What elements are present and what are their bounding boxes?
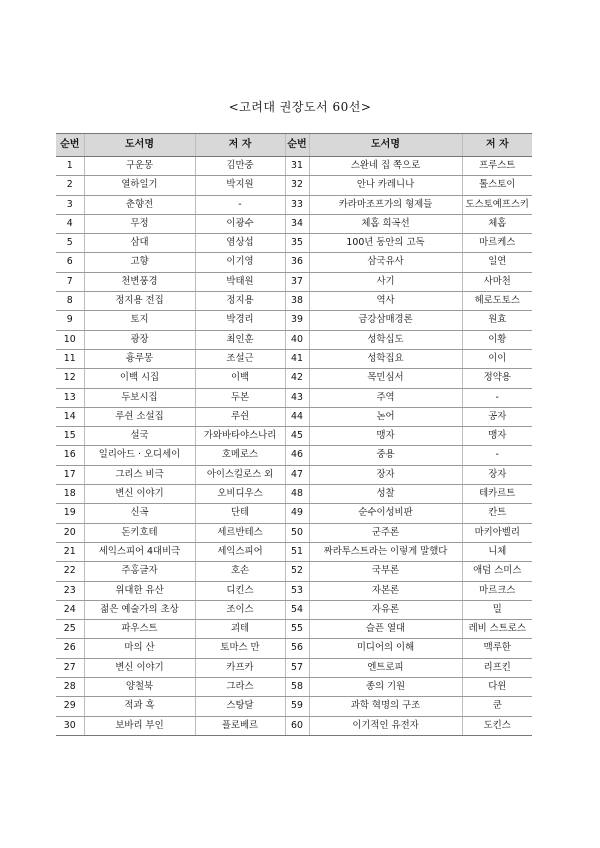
cell-author-right: 일연 [462, 253, 532, 272]
cell-title-right: 짜라투스트라는 이렇게 말했다 [309, 542, 462, 561]
cell-author-left: 루쉰 [195, 407, 285, 426]
cell-title-left: 양철북 [84, 678, 195, 697]
cell-title-right: 성학집요 [309, 349, 462, 368]
table-row [56, 620, 532, 639]
cell-number-left: 29 [56, 697, 84, 716]
cell-title-left: 적과 흑 [84, 697, 195, 716]
cell-number-left: 22 [56, 562, 84, 581]
table-row [56, 678, 532, 697]
cell-number-right: 43 [285, 388, 309, 407]
table-row [56, 600, 532, 619]
cell-title-right: 국부론 [309, 562, 462, 581]
cell-number-left: 9 [56, 311, 84, 330]
cell-title-left: 토지 [84, 311, 195, 330]
cell-title-right: 삼국유사 [309, 253, 462, 272]
cell-author-right: 사마천 [462, 272, 532, 291]
cell-title-left: 신곡 [84, 504, 195, 523]
cell-title-right: 장자 [309, 465, 462, 484]
cell-author-left: 아이스킬로스 외 [195, 465, 285, 484]
cell-number-right: 38 [285, 292, 309, 311]
cell-title-left: 위대한 유산 [84, 581, 195, 600]
cell-title-right: 슬픈 열대 [309, 620, 462, 639]
cell-title-left: 주홍글자 [84, 562, 195, 581]
cell-author-right: 애덤 스미스 [462, 562, 532, 581]
cell-author-right: 도킨스 [462, 716, 532, 735]
cell-title-right: 중용 [309, 446, 462, 465]
cell-number-left: 3 [56, 195, 84, 214]
cell-title-right: 종의 기원 [309, 678, 462, 697]
table-row [56, 388, 532, 407]
table-row [56, 157, 532, 176]
cell-author-right: - [462, 446, 532, 465]
cell-number-right: 31 [285, 157, 309, 176]
table-row [56, 195, 532, 214]
cell-title-left: 춘향전 [84, 195, 195, 214]
cell-number-left: 20 [56, 523, 84, 542]
cell-title-left: 변신 이야기 [84, 658, 195, 677]
cell-title-right: 과학 혁명의 구조 [309, 697, 462, 716]
cell-author-left: 스탕달 [195, 697, 285, 716]
table-row [56, 369, 532, 388]
cell-author-left: 박태원 [195, 272, 285, 291]
cell-number-right: 36 [285, 253, 309, 272]
table-row [56, 697, 532, 716]
cell-author-right: 쿤 [462, 697, 532, 716]
cell-number-right: 37 [285, 272, 309, 291]
cell-number-right: 52 [285, 562, 309, 581]
cell-number-right: 32 [285, 176, 309, 195]
cell-title-right: 자본론 [309, 581, 462, 600]
cell-title-right: 이기적인 유전자 [309, 716, 462, 735]
cell-author-right: 정약용 [462, 369, 532, 388]
cell-title-right: 성찰 [309, 485, 462, 504]
table-row [56, 407, 532, 426]
cell-number-left: 19 [56, 504, 84, 523]
table-row [56, 562, 532, 581]
book-list-table [56, 133, 532, 736]
cell-number-left: 17 [56, 465, 84, 484]
cell-number-right: 50 [285, 523, 309, 542]
cell-title-left: 세익스피어 4대비극 [84, 542, 195, 561]
header-number-right: 순번 [285, 134, 309, 157]
table-body [56, 157, 532, 736]
cell-title-left: 정지용 전집 [84, 292, 195, 311]
cell-author-left: 조이스 [195, 600, 285, 619]
cell-title-left: 열하일기 [84, 176, 195, 195]
cell-title-left: 파우스트 [84, 620, 195, 639]
cell-author-left: 호메로스 [195, 446, 285, 465]
cell-number-right: 53 [285, 581, 309, 600]
cell-number-right: 59 [285, 697, 309, 716]
cell-author-left: 카프카 [195, 658, 285, 677]
cell-author-left: 호손 [195, 562, 285, 581]
cell-number-right: 55 [285, 620, 309, 639]
cell-title-left: 고향 [84, 253, 195, 272]
cell-author-left: 조설근 [195, 349, 285, 368]
cell-author-right: 프루스트 [462, 157, 532, 176]
cell-author-left: 정지용 [195, 292, 285, 311]
cell-author-left: 토마스 만 [195, 639, 285, 658]
cell-author-right: 레비 스트로스 [462, 620, 532, 639]
cell-author-right: 도스토예프스키 [462, 195, 532, 214]
cell-title-left: 변신 이야기 [84, 485, 195, 504]
cell-number-left: 12 [56, 369, 84, 388]
table-row [56, 272, 532, 291]
cell-author-right: 마르케스 [462, 234, 532, 253]
cell-title-left: 보바리 부인 [84, 716, 195, 735]
table-row [56, 311, 532, 330]
cell-author-left: 단테 [195, 504, 285, 523]
table-row [56, 542, 532, 561]
cell-number-right: 39 [285, 311, 309, 330]
cell-number-left: 6 [56, 253, 84, 272]
cell-number-right: 54 [285, 600, 309, 619]
cell-author-right: 이이 [462, 349, 532, 368]
cell-title-right: 스완네 집 쪽으로 [309, 157, 462, 176]
cell-title-right: 맹자 [309, 427, 462, 446]
cell-author-left: 최인훈 [195, 330, 285, 349]
table-row [56, 446, 532, 465]
cell-number-left: 8 [56, 292, 84, 311]
cell-author-right: 마르크스 [462, 581, 532, 600]
table-row [56, 214, 532, 233]
header-title-right: 도서명 [309, 134, 462, 157]
cell-title-right: 미디어의 이해 [309, 639, 462, 658]
cell-author-right: 맹자 [462, 427, 532, 446]
cell-number-right: 49 [285, 504, 309, 523]
cell-author-left: 이기영 [195, 253, 285, 272]
table-row [56, 253, 532, 272]
table-row [56, 330, 532, 349]
cell-author-left: 세르반테스 [195, 523, 285, 542]
table-row [56, 292, 532, 311]
cell-title-left: 돈키호테 [84, 523, 195, 542]
cell-author-right: 맥루한 [462, 639, 532, 658]
cell-author-right: - [462, 388, 532, 407]
cell-number-left: 10 [56, 330, 84, 349]
table-row [56, 427, 532, 446]
cell-title-right: 군주론 [309, 523, 462, 542]
cell-number-right: 40 [285, 330, 309, 349]
cell-number-left: 23 [56, 581, 84, 600]
table-row [56, 465, 532, 484]
cell-number-left: 26 [56, 639, 84, 658]
cell-title-right: 금강삼매경론 [309, 311, 462, 330]
cell-author-right: 톨스토이 [462, 176, 532, 195]
cell-title-right: 목민심서 [309, 369, 462, 388]
cell-author-left: 이광수 [195, 214, 285, 233]
header-title-left: 도서명 [84, 134, 195, 157]
cell-title-right: 사기 [309, 272, 462, 291]
cell-number-left: 7 [56, 272, 84, 291]
table-row [56, 523, 532, 542]
table-row [56, 639, 532, 658]
cell-title-left: 일리아드 · 오디세이 [84, 446, 195, 465]
cell-title-right: 순수이성비판 [309, 504, 462, 523]
cell-number-left: 11 [56, 349, 84, 368]
cell-author-left: 이백 [195, 369, 285, 388]
cell-number-left: 16 [56, 446, 84, 465]
cell-number-left: 5 [56, 234, 84, 253]
cell-number-right: 45 [285, 427, 309, 446]
cell-author-left: - [195, 195, 285, 214]
cell-title-right: 안나 카레니나 [309, 176, 462, 195]
cell-number-left: 28 [56, 678, 84, 697]
cell-number-left: 4 [56, 214, 84, 233]
cell-number-left: 21 [56, 542, 84, 561]
cell-title-right: 엔트로피 [309, 658, 462, 677]
cell-number-left: 13 [56, 388, 84, 407]
cell-number-left: 24 [56, 600, 84, 619]
cell-title-left: 젊은 예술가의 초상 [84, 600, 195, 619]
cell-number-left: 27 [56, 658, 84, 677]
cell-author-right: 장자 [462, 465, 532, 484]
cell-number-right: 51 [285, 542, 309, 561]
cell-number-right: 58 [285, 678, 309, 697]
page-title: <고려대 권장도서 60선> [228, 100, 372, 114]
cell-number-left: 18 [56, 485, 84, 504]
cell-number-right: 34 [285, 214, 309, 233]
cell-title-right: 체홉 희곡선 [309, 214, 462, 233]
cell-number-right: 41 [285, 349, 309, 368]
cell-number-right: 35 [285, 234, 309, 253]
cell-title-right: 성학십도 [309, 330, 462, 349]
table-row [56, 658, 532, 677]
cell-number-right: 57 [285, 658, 309, 677]
cell-author-right: 헤로도토스 [462, 292, 532, 311]
cell-number-right: 42 [285, 369, 309, 388]
cell-author-left: 오비디우스 [195, 485, 285, 504]
cell-author-right: 칸트 [462, 504, 532, 523]
table-row [56, 485, 532, 504]
cell-author-left: 세익스피어 [195, 542, 285, 561]
cell-author-left: 그라스 [195, 678, 285, 697]
cell-author-left: 디킨스 [195, 581, 285, 600]
cell-title-left: 광장 [84, 330, 195, 349]
cell-title-left: 이백 시집 [84, 369, 195, 388]
cell-author-right: 원효 [462, 311, 532, 330]
cell-number-left: 14 [56, 407, 84, 426]
cell-author-left: 두본 [195, 388, 285, 407]
cell-title-right: 카라마조프가의 형제들 [309, 195, 462, 214]
table-header-row [56, 134, 532, 157]
cell-author-right: 체홉 [462, 214, 532, 233]
cell-number-right: 47 [285, 465, 309, 484]
cell-title-left: 그리스 비극 [84, 465, 195, 484]
cell-title-right: 주역 [309, 388, 462, 407]
table-row [56, 504, 532, 523]
cell-title-left: 마의 산 [84, 639, 195, 658]
cell-number-right: 33 [285, 195, 309, 214]
cell-author-left: 플로베르 [195, 716, 285, 735]
cell-number-right: 60 [285, 716, 309, 735]
cell-title-left: 흉루몽 [84, 349, 195, 368]
cell-title-right: 100년 동안의 고독 [309, 234, 462, 253]
cell-author-right: 니체 [462, 542, 532, 561]
header-author-left: 저 자 [195, 134, 285, 157]
cell-author-left: 괴테 [195, 620, 285, 639]
table-row [56, 716, 532, 735]
cell-title-left: 삼대 [84, 234, 195, 253]
table-row [56, 176, 532, 195]
cell-author-right: 밀 [462, 600, 532, 619]
cell-number-left: 15 [56, 427, 84, 446]
cell-number-left: 2 [56, 176, 84, 195]
cell-title-right: 논어 [309, 407, 462, 426]
header-author-right: 저 자 [462, 134, 532, 157]
cell-title-left: 설국 [84, 427, 195, 446]
table-row [56, 581, 532, 600]
cell-author-left: 염상섭 [195, 234, 285, 253]
cell-author-right: 마키아벨리 [462, 523, 532, 542]
cell-title-left: 천변풍경 [84, 272, 195, 291]
cell-title-left: 무정 [84, 214, 195, 233]
cell-author-right: 테카르트 [462, 485, 532, 504]
cell-author-left: 박지원 [195, 176, 285, 195]
cell-author-right: 리프킨 [462, 658, 532, 677]
cell-title-right: 역사 [309, 292, 462, 311]
cell-number-right: 48 [285, 485, 309, 504]
cell-title-left: 두보시집 [84, 388, 195, 407]
cell-title-left: 구운몽 [84, 157, 195, 176]
cell-number-right: 44 [285, 407, 309, 426]
cell-title-right: 자유론 [309, 600, 462, 619]
cell-number-left: 30 [56, 716, 84, 735]
cell-author-right: 다윈 [462, 678, 532, 697]
cell-title-left: 루쉰 소설집 [84, 407, 195, 426]
cell-author-left: 박경리 [195, 311, 285, 330]
table-row [56, 234, 532, 253]
cell-author-left: 김만중 [195, 157, 285, 176]
header-number-left: 순번 [56, 134, 84, 157]
cell-author-right: 이황 [462, 330, 532, 349]
cell-author-right: 공자 [462, 407, 532, 426]
cell-author-left: 가와바타야스나리 [195, 427, 285, 446]
cell-number-right: 46 [285, 446, 309, 465]
cell-number-left: 25 [56, 620, 84, 639]
cell-number-left: 1 [56, 157, 84, 176]
table-row [56, 349, 532, 368]
cell-number-right: 56 [285, 639, 309, 658]
